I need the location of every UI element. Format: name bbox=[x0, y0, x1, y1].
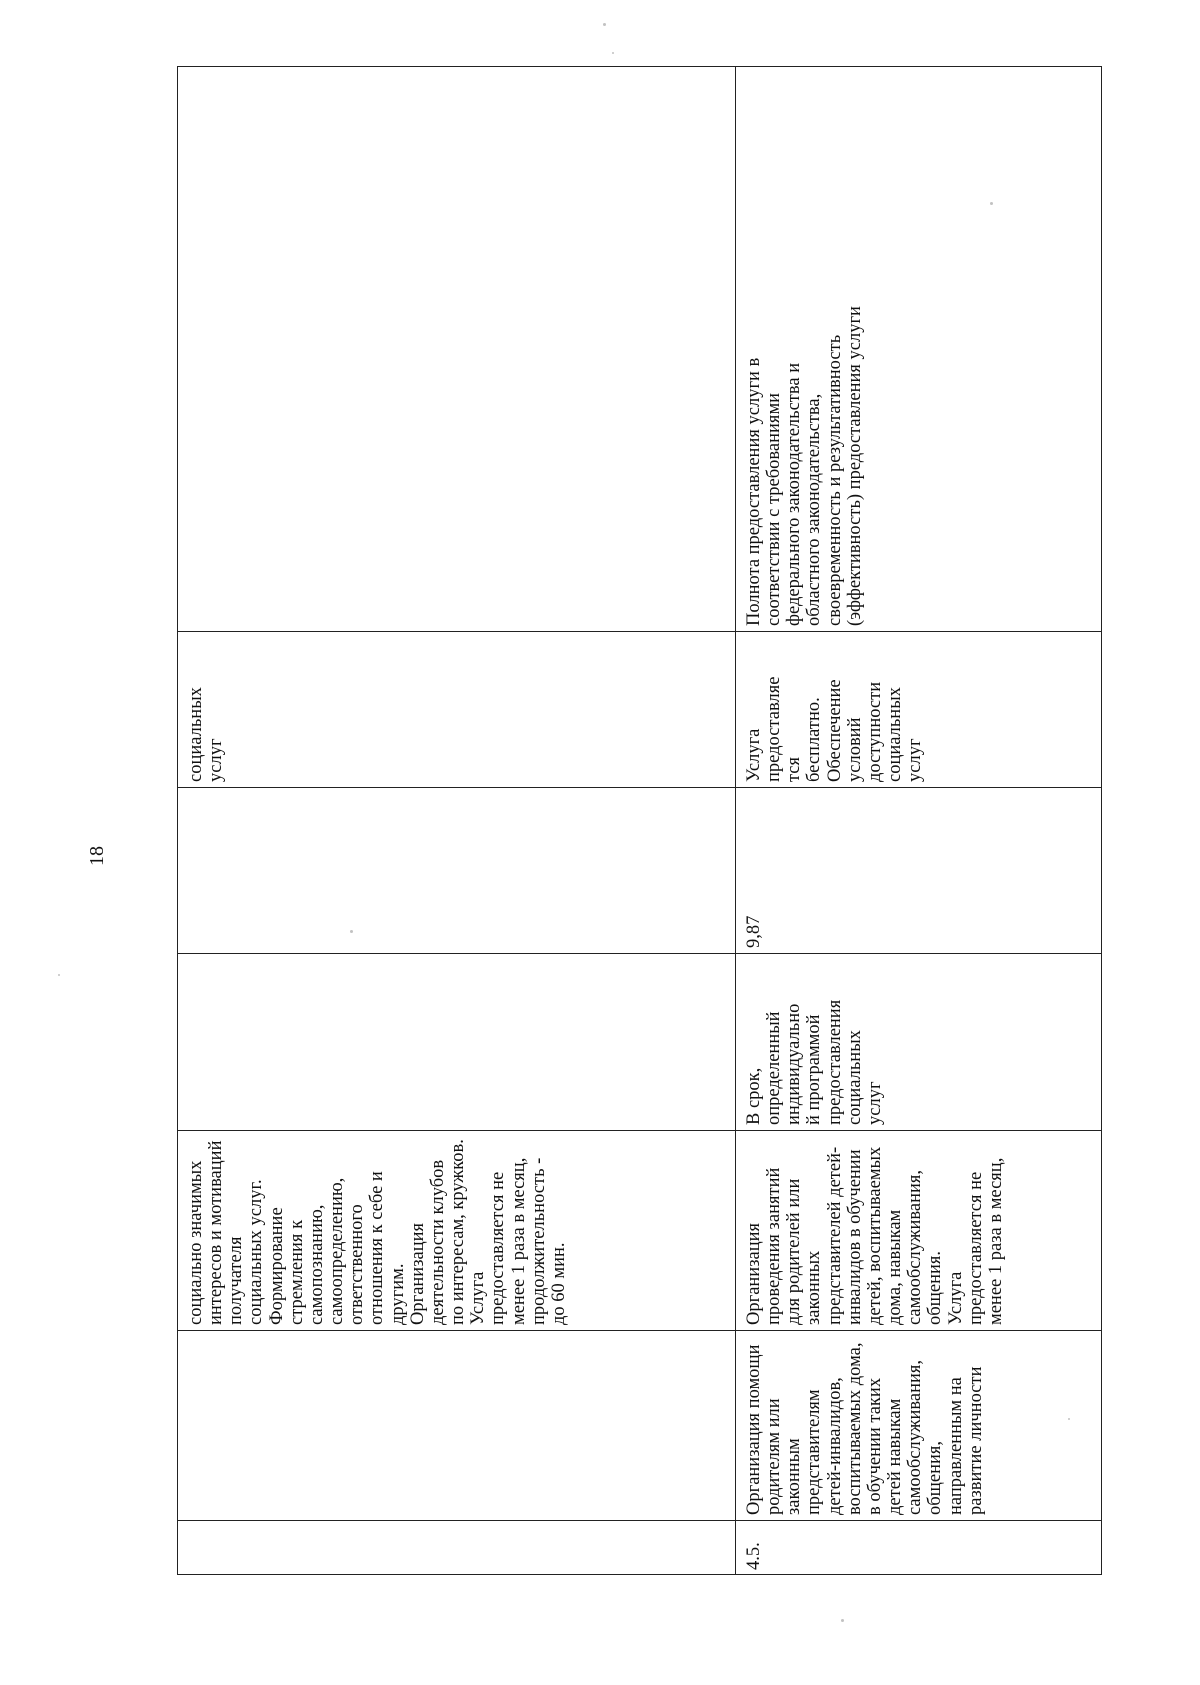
table-cell-row-1-service-content: социально значимых интересов и мотиваций получателя социальных услуг. Формирование стремления к самопознанию, самоопределению, ответственного отношения к себе и другим. Организация деятельности клубов по интересам, кружков. Услуга предоставляется не менее 1 раза в месяц, продолжительность - до 60 мин. bbox=[178, 1130, 736, 1330]
table-cell-row-2-conditions: Услуга предоставляе тся бесплатно. Обеспечение условий доступности социальных услуг bbox=[736, 631, 1102, 787]
scan-speck bbox=[1068, 1418, 1070, 1420]
table-cell-row-2-service-name: Организация помощи родителям или законным представителям детей-инвалидов, воспитываемых дома, в обучении таких детей навыкам самообслуживания, общения, направленным на развитие личности bbox=[736, 1330, 1102, 1520]
table-cell-row-1-quality bbox=[178, 67, 736, 631]
table-cell-row-2-tariff: 9,87 bbox=[736, 787, 1102, 953]
table-cell-row-1-tariff bbox=[178, 787, 736, 953]
scan-speck bbox=[841, 1619, 844, 1622]
scan-speck bbox=[603, 23, 606, 26]
document-table-frame bbox=[177, 66, 1102, 1575]
rotated-service-table bbox=[178, 67, 1102, 1575]
scan-speck bbox=[350, 930, 353, 933]
table-cell-row-2-number: 4.5. bbox=[736, 1520, 1102, 1575]
scan-speck bbox=[990, 202, 993, 205]
table-cell-row-2-deadline: В срок, определенный индивидуально й программой предоставления социальных услуг bbox=[736, 953, 1102, 1130]
scan-speck bbox=[58, 974, 60, 976]
scan-speck bbox=[612, 52, 614, 54]
table-cell-row-2-service-content: Организация проведения занятий для родителей или законных представителей детей- инвалидов в обучении детей, воспитываемых дома, навыкам самообслуживания, общения. Услуга предоставляется не менее 1 раза в месяц, bbox=[736, 1130, 1102, 1330]
table-cell-row-2-quality: Полнота предоставления услуги в соответствии с требованиями федерального законодательства и областного законодательства, своевременность и результативность (эффективность) предоставления услуги bbox=[744, 306, 865, 626]
table-cell-row-1-number bbox=[178, 1520, 736, 1575]
page-number: 18 bbox=[86, 846, 108, 866]
table-cell-row-1-deadline bbox=[178, 953, 736, 1130]
table-cell-row-1-conditions: социальных услуг bbox=[178, 631, 736, 787]
table-cell-row-1-service-name bbox=[178, 1330, 736, 1520]
